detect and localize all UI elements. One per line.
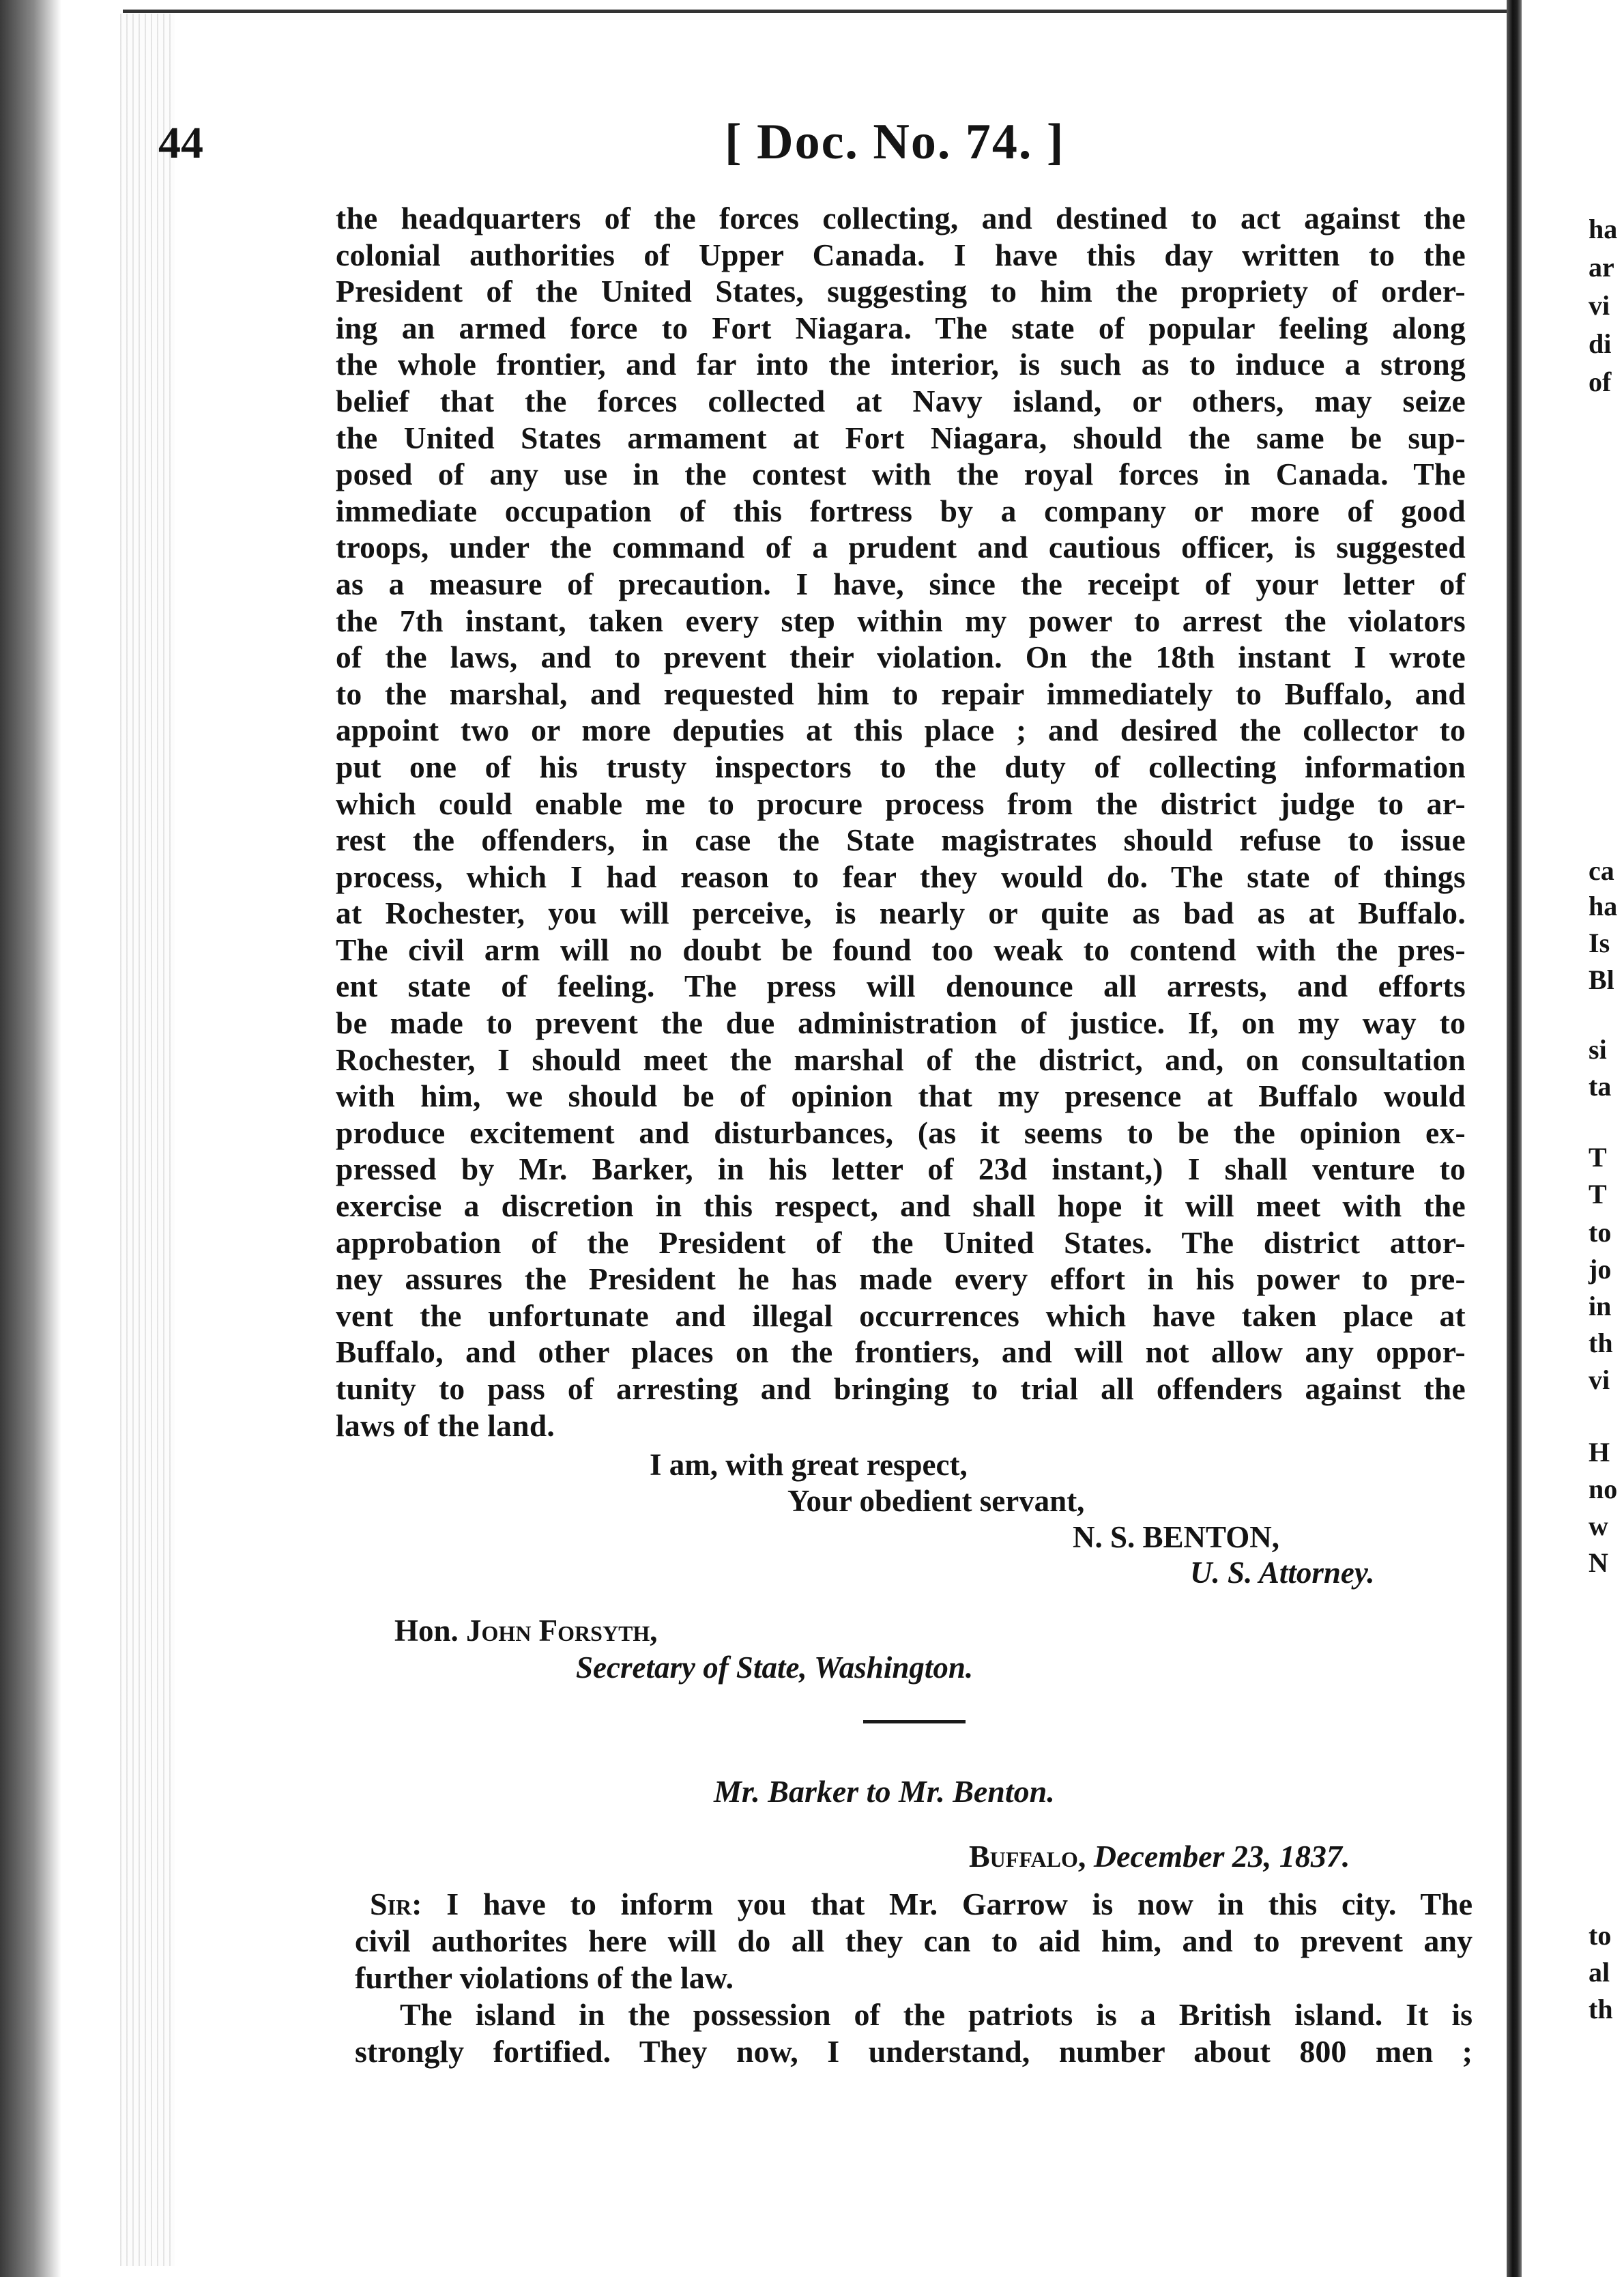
margin-fragment: w [1589,1510,1608,1541]
body-line: President of the United States, suggesting to him the propriety of order- [336,274,1466,309]
body-line: belief that the forces collected at Navy island, or others, may seize [336,383,1466,418]
margin-fragment: di [1589,328,1612,359]
body-line: posed of any use in the contest with the royal forces in Canada. The [336,457,1466,492]
addressee-position: Secretary of State, Washington. [576,1650,974,1685]
addressee-name: John Forsyth, [466,1614,658,1648]
body-line: which could enable me to procure process from the district judge to ar- [336,786,1466,821]
margin-fragment: jo [1589,1254,1612,1285]
signature-title: U. S. Attorney. [1190,1556,1375,1590]
letter-title: Mr. Barker to Mr. Benton. [714,1774,1055,1809]
letter-line: Sir: I have to inform you that Mr. Garrow is now in this city. The [370,1887,1473,1921]
closing-servant: Your obedient servant, [787,1484,1085,1518]
letter-body-barker [355,1886,1473,2070]
body-line: Buffalo, and other places on the frontiers, and will not allow any oppor- [336,1334,1466,1370]
body-line: tunity to pass of arresting and bringing to trial all offenders against the [336,1371,1466,1406]
page-number: 44 [158,118,203,168]
body-line: rest the offenders, in case the State magistrates should refuse to issue [336,822,1466,858]
margin-fragment: al [1589,1957,1610,1988]
margin-fragment: th [1589,1994,1613,2024]
margin-fragment: to [1589,1920,1612,1951]
body-line: the headquarters of the forces collecting, and destined to act against the [336,201,1466,235]
body-line: exercise a discretion in this respect, and shall hope it will meet with the [336,1188,1466,1224]
margin-fragment: N [1589,1547,1608,1578]
body-line: to the marshal, and requested him to repair immediately to Buffalo, and [336,676,1466,711]
body-line: the 7th instant, taken every step within my power to arrest the violators [336,603,1466,638]
page-header [158,114,1127,179]
body-line: as a measure of precaution. I have, since the receipt of your letter of [336,566,1466,601]
margin-fragment: ca [1589,855,1614,886]
body-line: immediate occupation of this fortress by a company or more of good [336,493,1466,528]
margin-fragment: ha [1589,214,1618,244]
margin-fragment: si [1589,1034,1607,1065]
body-line: approbation of the President of the United States. The district attor- [336,1225,1466,1260]
body-line: at Rochester, you will perceive, is nearly or quite as bad as at Buffalo. [336,896,1466,931]
margin-fragment: vi [1589,1364,1610,1395]
body-line: colonial authorities of Upper Canada. I have this day written to the [336,237,1466,272]
margin-fragment: ha [1589,891,1618,921]
margin-fragment: in [1589,1291,1612,1321]
body-line: laws of the land. [336,1407,555,1443]
addressee [394,1613,658,1648]
body-line: vent the unfortunate and illegal occurrences which have taken place at [336,1298,1466,1333]
margin-fragment: ar [1589,252,1614,283]
body-line: appoint two or more deputies at this place ; and desired the collector to [336,713,1466,748]
margin-fragment: Is [1589,928,1610,958]
margin-fragment: T [1589,1179,1607,1209]
salutation: Sir [370,1887,412,1921]
body-line: the whole frontier, and far into the interior, is such as to induce a strong [336,347,1466,382]
margin-fragment: vi [1589,290,1610,321]
body-line: The civil arm will no doubt be found too weak to contend with the pres- [336,932,1466,967]
letter-line: further violations of the law. [355,1960,734,1995]
body-line: put one of his trusty inspectors to the duty of collecting information [336,749,1466,784]
body-line: ing an armed force to Fort Niagara. The state of popular feeling along [336,310,1466,345]
letter-line: The island in the possession of the patriots is a British island. It is [400,1997,1473,2032]
margin-fragment: th [1589,1328,1613,1358]
body-line: of the laws, and to prevent their violation. On the 18th instant I wrote [336,640,1466,675]
closing-greeting: I am, with great respect, [650,1448,968,1482]
signature-name: N. S. BENTON, [1073,1520,1280,1554]
dateline-place: Buffalo, [969,1839,1086,1874]
margin-fragment: ta [1589,1071,1612,1102]
body-line: ent state of feeling. The press will denounce all arrests, and efforts [336,969,1466,1004]
letter-line: civil authorites here will do all they can to aid him, and to prevent any [355,1923,1473,1958]
body-line: with him, we should be of opinion that my presence at Buffalo would [336,1078,1466,1114]
scan-binding-shadow [0,0,61,2277]
body-line: Rochester, I should meet the marshal of the district, and, on consultation [336,1042,1466,1077]
section-divider [863,1720,966,1723]
margin-fragment: T [1589,1142,1607,1173]
letter-line-text: I have to inform you that Mr. Garrow is now in this city. The [446,1887,1473,1921]
body-line: be made to prevent the due administration of justice. If, on my way to [336,1005,1466,1041]
page-edge-stack [120,14,175,2266]
document-reference: [ Doc. No. 74. ] [725,114,1065,170]
dateline [969,1838,1350,1874]
margin-fragment: Bl [1589,964,1614,995]
body-line: troops, under the command of a prudent and cautious officer, is suggested [336,530,1466,565]
body-line: the United States armament at Fort Niagara, should the same be sup- [336,420,1466,455]
book-gutter [1507,0,1522,2277]
margin-fragment: H [1589,1437,1610,1467]
margin-fragment: to [1589,1217,1612,1248]
body-line: ney assures the President he has made every effort in his power to pre- [336,1261,1466,1297]
letter-body-benton [336,200,1466,1444]
margin-fragment: of [1589,367,1612,397]
letter-line: strongly fortified. They now, I understand, number about 800 men ; [355,2034,1473,2069]
body-line: pressed by Mr. Barker, in his letter of 23d instant,) I shall venture to [336,1151,1466,1187]
body-line: produce excitement and disturbances, (as it seems to be the opinion ex- [336,1115,1466,1150]
addressee-honorific: Hon. [394,1614,459,1648]
margin-fragment: no [1589,1474,1618,1504]
dateline-date: December 23, 1837. [1093,1839,1350,1874]
body-line: process, which I had reason to fear they would do. The state of things [336,859,1466,894]
